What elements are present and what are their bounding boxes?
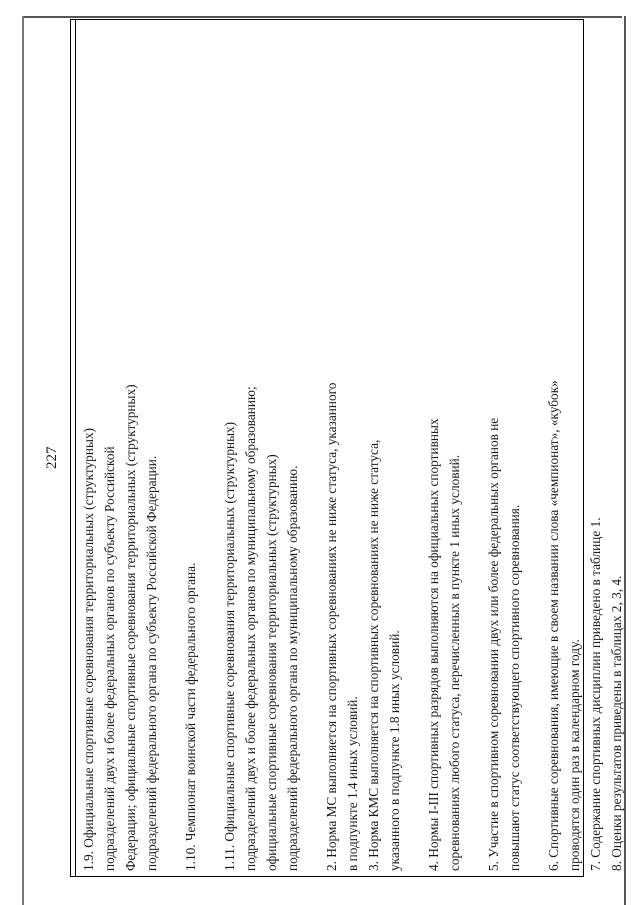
table-inner-border	[75, 20, 76, 876]
item-line: в подпункте 1.4 иных условий.	[345, 696, 360, 871]
item-line: соревнованиях любого статуса, перечисленных в пункте 1 иных условий.	[447, 454, 462, 871]
item-2	[321, 31, 363, 871]
item-7	[585, 31, 606, 871]
item-8	[606, 31, 627, 871]
item-line: 4. Нормы I-III спортивных разрядов выполняются на официальных спортивных	[426, 418, 441, 871]
item-line: подразделений федерального органа по муниципальному образованию.	[285, 465, 300, 871]
item-line: проводятся один раз в календарном году.	[567, 639, 582, 871]
page-number: 227	[44, 446, 60, 469]
item-1-9	[78, 31, 162, 871]
conditions-list	[78, 31, 627, 871]
item-1-10	[180, 31, 201, 871]
item-6	[543, 31, 585, 871]
item-line: 8. Оценки результатов приведены в таблицах 2, 3, 4.	[609, 575, 624, 871]
item-4	[423, 31, 465, 871]
item-line: 3. Норма КМС выполняется на спортивных соревнованиях не ниже статуса,	[366, 439, 381, 871]
item-line: указанного в подпункте 1.8 иных условий.	[387, 630, 402, 871]
item-line: подразделений двух и более федеральных органов по субъекту Российской	[102, 446, 117, 871]
item-line: официальные спортивные соревнования территориальных (структурных)	[264, 454, 279, 871]
item-5	[483, 31, 525, 871]
item-line: 1.11. Официальные спортивные соревнования территориальных (структурных)	[222, 421, 237, 871]
item-line: подразделений федерального органа по субъекту Российской Федерации.	[144, 455, 159, 871]
item-line: 7. Содержание спортивных дисциплин приведено в таблице 1.	[588, 517, 603, 871]
item-line: 1.9. Официальные спортивные соревнования территориальных (структурных)	[81, 428, 96, 871]
item-line: 1.10. Чемпионат воинской части федерального органа.	[183, 562, 198, 871]
item-line: 2. Норма МС выполняется на спортивных соревнованиях не ниже статуса, указанного	[324, 382, 339, 871]
item-line: 5. Участие в спортивном соревновании двух или более федеральных органов не	[486, 417, 501, 871]
item-line: подразделений двух и более федеральных органов по муниципальному образованию;	[243, 386, 258, 871]
item-line: Федерации; официальные спортивные соревнования территориальных (структурных)	[123, 384, 138, 871]
item-line: 6. Спортивные соревнования, имеющие в своем названии слова «чемпионат», «кубок»	[546, 380, 561, 871]
item-line: повышают статус соответствующего спортивного соревнования.	[507, 504, 522, 871]
item-1-11	[219, 31, 303, 871]
item-3	[363, 31, 405, 871]
